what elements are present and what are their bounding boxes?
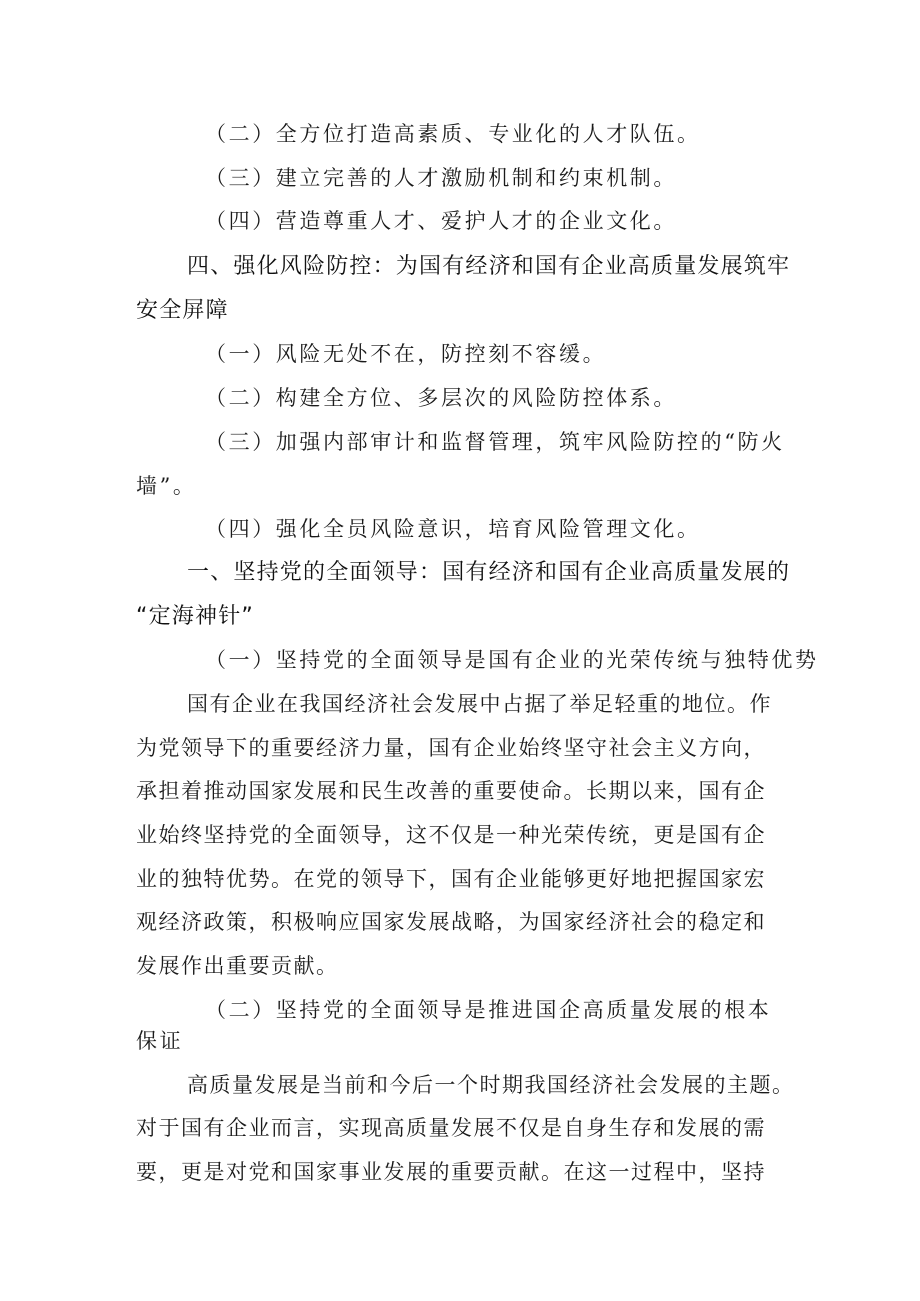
subsection-item: （三）建立完善的人才激励机制和约束机制。 xyxy=(205,166,677,190)
body-paragraph-line: 发展作出重要贡献。 xyxy=(136,954,339,978)
subsection-item: （二）全方位打造高素质、专业化的人才队伍。 xyxy=(205,122,701,146)
subsection-item: （二）构建全方位、多层次的风险防控体系。 xyxy=(205,386,677,410)
subsection-item-continuation: 墙”。 xyxy=(136,474,197,498)
body-paragraph-line: 为党领导下的重要经济力量，国有企业始终坚守社会主义方向， xyxy=(136,736,766,760)
subsection-item: （三）加强内部审计和监督管理，筑牢风险防控的“防火 xyxy=(205,430,785,454)
body-paragraph-line: 观经济政策，积极响应国家发展战略，为国家经济社会的稳定和 xyxy=(136,910,766,934)
body-paragraph-line: 国有企业在我国经济社会发展中占据了举足轻重的地位。作 xyxy=(187,692,772,716)
body-paragraph-line: 对于国有企业而言，实现高质量发展不仅是自身生存和发展的需 xyxy=(136,1116,766,1140)
subsection-title: （二）坚持党的全面领导是推进国企高质量发展的根本 xyxy=(205,998,772,1022)
body-paragraph-line: 业的独特优势。在党的领导下，国有企业能够更好地把握国家宏 xyxy=(136,867,766,891)
body-paragraph-line: 高质量发展是当前和今后一个时期我国经济社会发展的主题。 xyxy=(187,1073,795,1097)
section-heading: 一、坚持党的全面领导：国有经济和国有企业高质量发展的 xyxy=(187,560,791,585)
body-paragraph-line: 承担着推动国家发展和民生改善的重要使命。长期以来，国有企 xyxy=(136,779,766,803)
subsection-title: （一）坚持党的全面领导是国有企业的光荣传统与独特优势 xyxy=(205,648,819,672)
body-paragraph-line: 业始终坚持党的全面领导，这不仅是一种光荣传统，更是国有企 xyxy=(136,823,766,847)
subsection-title-continuation: 保证 xyxy=(136,1029,184,1053)
subsection-item: （四）营造尊重人才、爱护人才的企业文化。 xyxy=(205,209,677,233)
subsection-item: （四）强化全员风险意识，培育风险管理文化。 xyxy=(205,517,701,541)
section-heading-continuation: “定海神针” xyxy=(136,604,254,629)
subsection-item: （一）风险无处不在，防控刻不容缓。 xyxy=(205,342,607,366)
section-heading-continuation: 安全屏障 xyxy=(136,298,229,323)
section-heading: 四、强化风险防控：为国有经济和国有企业高质量发展筑牢 xyxy=(187,254,791,279)
body-paragraph-line: 要，更是对党和国家事业发展的重要贡献。在这一过程中，坚持 xyxy=(136,1160,766,1184)
